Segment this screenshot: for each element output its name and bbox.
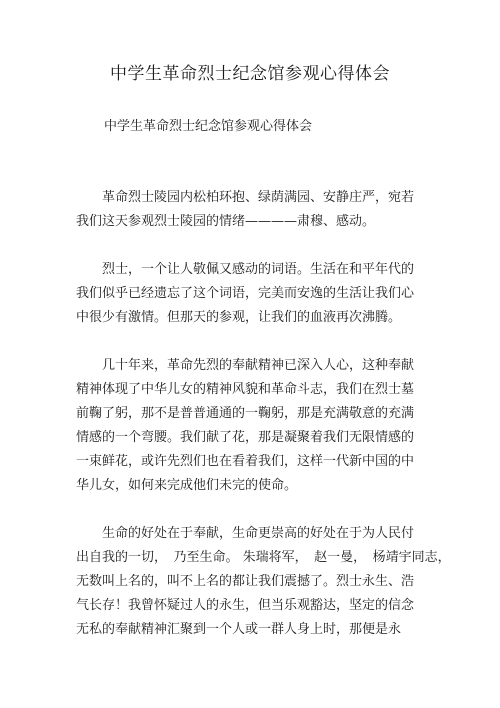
paragraph-line: 几十年来，革命先烈的奉献精神已深入人心，这种奉献 bbox=[76, 358, 415, 373]
paragraph-line: 情感的一个弯腰。我们献了花，那是凝聚着我们无限情感的 bbox=[76, 430, 415, 445]
paragraph-line: 气长存！我曾怀疑过人的永生，但当乐观豁达，坚定的信念 bbox=[76, 598, 415, 613]
paragraph-line: 烈士，一个让人敬佩又感动的词语。生活在和平年代的 bbox=[76, 262, 415, 277]
paragraph-line: 前鞠了躬，那不是普普通通的一鞠躬，那是充满敬意的充满 bbox=[76, 406, 415, 421]
paragraph-line: 无数叫上名的，叫不上名的都让我们震撼了。烈士永生、浩 bbox=[76, 574, 415, 589]
document-title: 中学生革命烈士纪念馆参观心得体会 bbox=[110, 64, 390, 84]
paragraph-line: 生命的好处在于奉献，生命更崇高的好处在于为人民付 bbox=[76, 526, 415, 541]
paragraph-line: 华儿女，如何来完成他们未完的使命。 bbox=[76, 478, 298, 493]
paragraph-2 bbox=[76, 258, 436, 330]
paragraph-line: 精神体现了中华儿女的精神风貌和革命斗志，我们在烈士墓 bbox=[76, 382, 415, 397]
paragraph-line: 无私的奉献精神汇聚到一个人或一群人身上时，那便是永 bbox=[76, 622, 402, 637]
paragraph-1 bbox=[76, 186, 436, 234]
paragraph-line: 出自我的一切， 乃至生命。 朱瑞将军， 赵一曼， 杨靖宇同志， bbox=[76, 550, 451, 565]
paragraph-line: 一束鲜花，或许先烈们也在看着我们，这样一代新中国的中 bbox=[76, 454, 415, 469]
paragraph-line: 我们似乎已经遗忘了这个词语，完美而安逸的生活让我们心 bbox=[76, 286, 415, 301]
paragraph-3 bbox=[76, 354, 436, 498]
document-subtitle: 中学生革命烈士纪念馆参观心得体会 bbox=[104, 119, 313, 134]
paragraph-line: 我们这天参观烈士陵园的情绪————肃穆、感动。 bbox=[76, 214, 376, 229]
paragraph-line: 中很少有激情。但那天的参观，让我们的血液再次沸腾。 bbox=[76, 310, 402, 325]
paragraph-line: 革命烈士陵园内松柏环抱、绿荫满园、安静庄严，宛若 bbox=[76, 190, 415, 205]
paragraph-4 bbox=[76, 522, 451, 642]
document-body bbox=[76, 186, 451, 666]
